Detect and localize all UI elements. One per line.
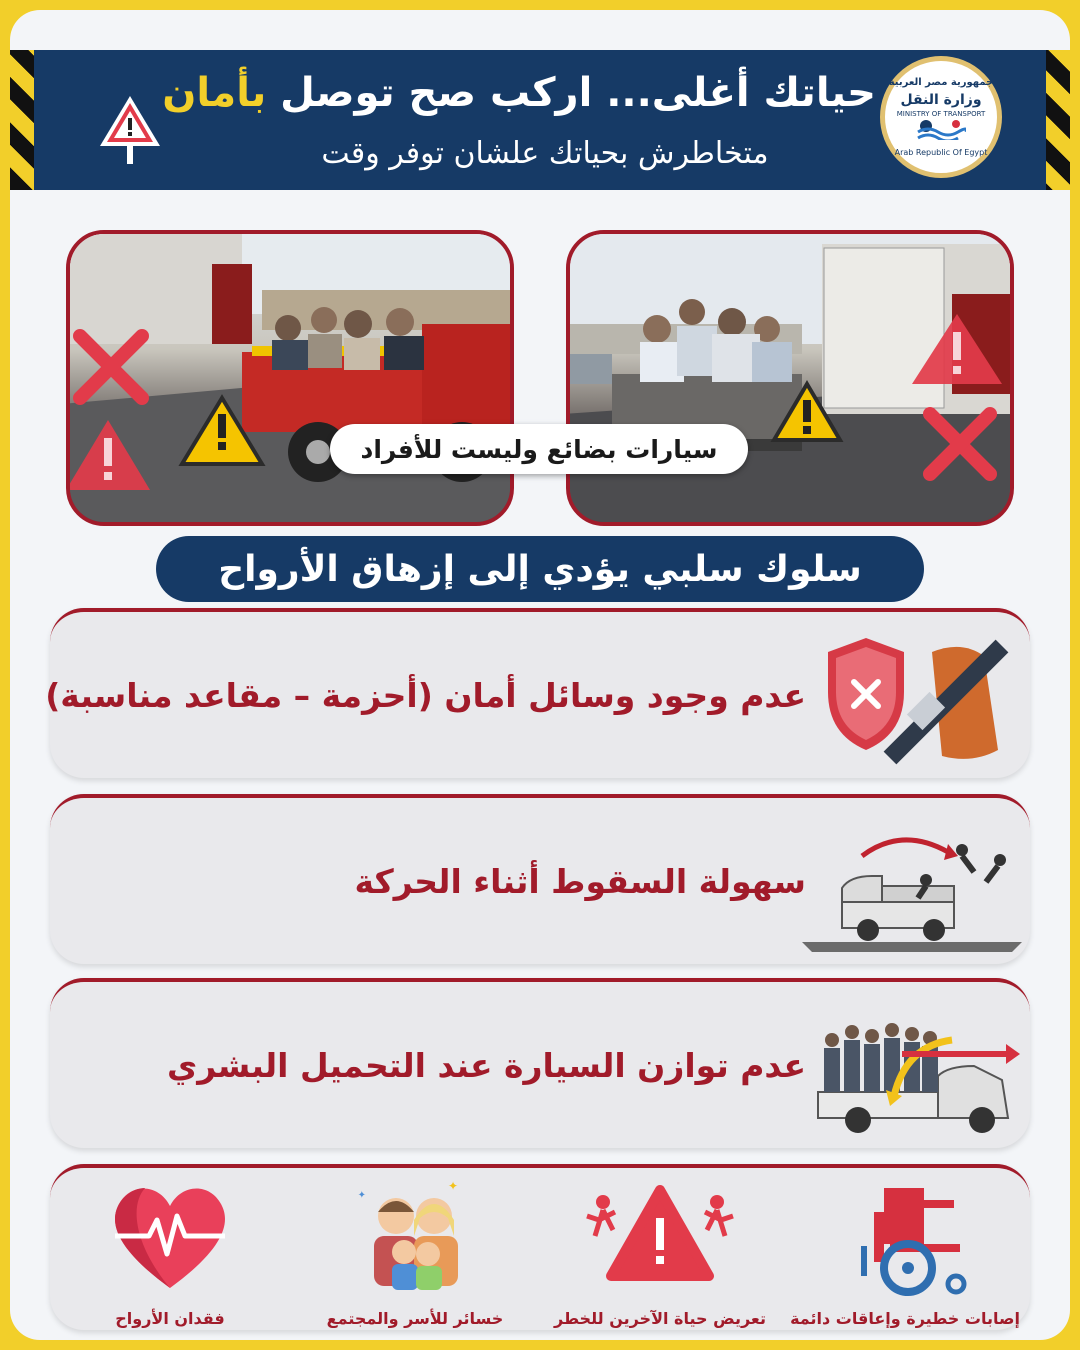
seatbelt-shield-icon (802, 630, 1022, 770)
reason-text: سهولة السقوط أثناء الحركة (354, 861, 806, 901)
consequences-panel (50, 1164, 1030, 1330)
photo-pickup-passengers-side (66, 230, 514, 526)
title-main: حياتك أغلى... اركب صح توصل (266, 70, 876, 116)
logo-country-ar: جمهورية مصر العربية (888, 77, 994, 88)
photo-illustration (66, 234, 510, 526)
overloaded-truck-icon (802, 1000, 1022, 1140)
falling-people-truck-icon (802, 816, 1022, 956)
consequence-loss-of-life (55, 1176, 285, 1330)
photo-truck-passengers-rear (566, 230, 1014, 526)
photo-illustration (566, 234, 1010, 526)
logo-country-en: Arab Republic Of Egypt (894, 148, 988, 157)
danger-people-icon (585, 1176, 735, 1296)
header-banner (34, 50, 1046, 190)
reason-card-no-safety (45, 608, 1030, 778)
heartbeat-icon (105, 1176, 235, 1296)
svg-text:✦: ✦ (357, 1190, 366, 1201)
section-heading: سلوك سلبي يؤدي إلى إزهاق الأرواح (156, 536, 924, 602)
warning-sign-icon (98, 94, 162, 164)
svg-text:✦: ✦ (447, 1179, 458, 1193)
reason-card-falling (50, 794, 1030, 964)
reason-text: عدم توازن السيارة عند التحميل البشري (166, 1045, 806, 1085)
page-title (162, 70, 876, 116)
consequence-label: فقدان الأرواح (115, 1309, 225, 1328)
poster (10, 10, 1070, 1340)
logo-ministry-en: MINISTRY OF TRANSPORT (896, 110, 986, 118)
logo-ministry-ar: وزارة النقل (900, 92, 982, 108)
consequence-family-loss (300, 1176, 530, 1330)
consequence-label: إصابات خطيرة وإعاقات دائمة (790, 1309, 1020, 1328)
family-icon (350, 1176, 480, 1296)
ministry-logo (880, 56, 1002, 178)
photo-caption: سيارات بضائع وليست للأفراد (330, 424, 748, 474)
page-subtitle: متخاطرش بحياتك علشان توفر وقت (321, 136, 769, 171)
title-highlight: بأمان (162, 70, 267, 116)
consequence-label: تعريض حياة الآخرين للخطر (554, 1309, 766, 1328)
reason-text: عدم وجود وسائل أمان (أحزمة – مقاعد مناسبة) (45, 675, 806, 715)
wheelchair-icon (840, 1176, 970, 1296)
consequence-endangering-others (545, 1176, 775, 1330)
consequence-injuries (790, 1176, 1020, 1330)
reason-card-imbalance (50, 978, 1030, 1148)
consequence-label: خسائر للأسر والمجتمع (326, 1309, 504, 1328)
logo-emblem-icon (916, 118, 966, 140)
